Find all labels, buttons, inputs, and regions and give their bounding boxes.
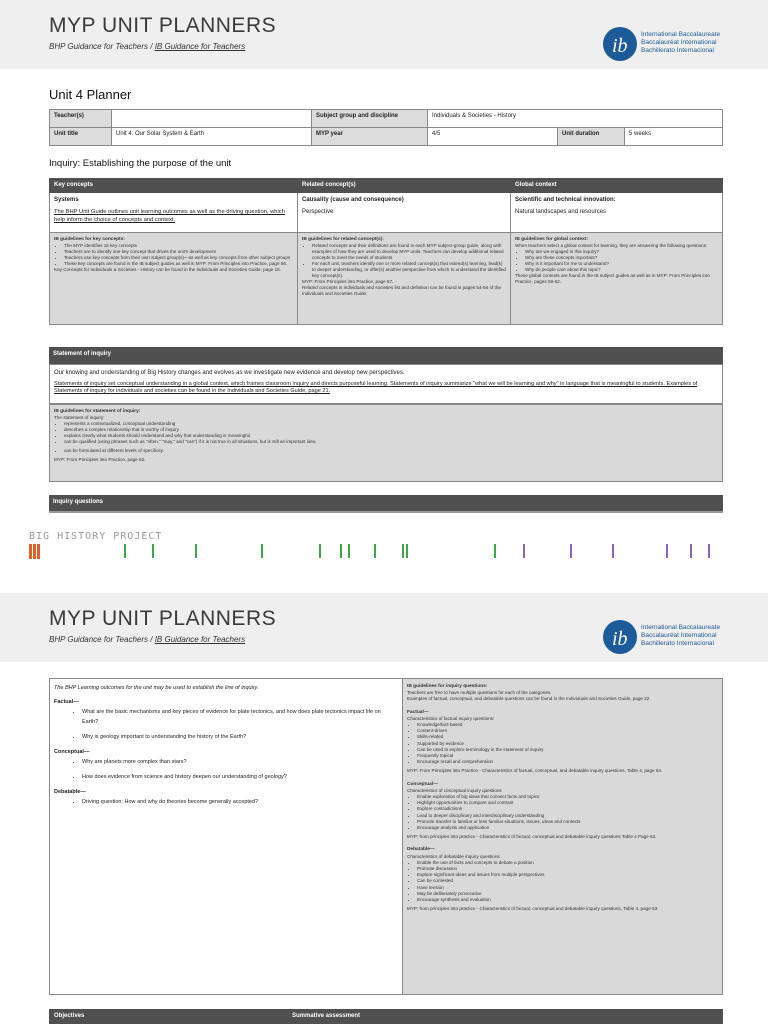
svg-text:ib: ib <box>612 35 628 57</box>
unit-title-value: Unit 4: Our Solar System & Earth <box>112 128 312 146</box>
inquiry-heading: Inquiry: Establishing the purpose of the unit <box>49 158 232 169</box>
timeline-tick <box>666 544 668 558</box>
page-subtitle: BHP Guidance for Teachers / IB Guidance for Teachers <box>49 42 246 51</box>
page-subtitle-2: BHP Guidance for Teachers / IB Guidance for Teachers <box>49 635 246 644</box>
page-title-2: MYP UNIT PLANNERS <box>49 607 277 630</box>
page-title: MYP UNIT PLANNERS <box>49 14 277 37</box>
debatable-label: Debatable— <box>54 789 86 795</box>
related-concept-1: Causality (cause and consequence) <box>302 197 404 203</box>
timeline-tick <box>348 544 350 558</box>
timeline-tick <box>494 544 496 558</box>
ib-logo-icon <box>602 26 638 62</box>
ib-wordmark: International Baccalaureate Baccalauréat International Bachillerato Internacional <box>641 31 721 54</box>
inquiry-questions-table <box>49 678 723 995</box>
timeline-tick <box>195 544 197 558</box>
ib-statement-guidelines: IB guidelines for statement of inquiry: The statement of inquiry: • represents a contextualized, conceptual understanding • describes a complex relationship that is worthy of inquiry • explains clearly what students should understand and why that understanding is meaningful • can be qualified (using phrases such as "often," "may," and "can") if it is not true in all situations, but is still an important idea • can be formulated at different levels of specificity. MYP: From Principles into Practice, page 62. <box>49 404 723 482</box>
ib-logo-icon <box>602 619 638 655</box>
factual-question: • Why is geology important to understanding the history of the Earth? <box>82 732 398 742</box>
timeline-tick <box>340 544 342 558</box>
conceptual-question: • How does evidence from science and history deepen our understanding of geology? <box>82 772 398 782</box>
key-concept-value: Systems <box>54 197 79 203</box>
unit-heading: Unit 4 Planner <box>49 87 132 102</box>
page-header-2 <box>0 593 768 662</box>
timeline-tick <box>402 544 404 558</box>
page-header <box>0 0 768 69</box>
ib-wordmark-2: International Baccalaureate Baccalauréat International Bachillerato Internacional <box>641 624 721 647</box>
factual-label: Factual— <box>54 699 79 705</box>
ib-inquiry-questions-guidelines: IB guidelines for inquiry questions: Teachers are free to have multiple questions for each of the categories. Examples of factual, conceptual, and debatable questions can be found in the Individuals and Societies Guide, page 22. Factual— Characteristics of factual inquiry questions: • Knowledge/fact-based • Content-driven • Skills-related • Supported by evidence • Can be used to explore terminology in the statement of inquiry • Frequently topical • Encourage recall and comprehension MYP: From Principles into Practice - Characteristics of factual, conceptual, and debatable inquiry questions, Table 4, page 63. Conceptual— Characteristics of conceptual inquiry questions • Enable exploration of big ideas that connect facts and topics • Highlight opportunities to compare and contrast • Explore contradictions • Lead to deeper disciplinary and interdisciplinary understanding • Promote transfer to familiar or less familiar situations, issues, ideas and contexts • Encourage analysis and application MYP: from principles into practice - Characteristics of factual, conceptual and debatable inquiry questions Table 4 Page 63. Debatable— Characteristics of debatable inquiry questions • Enable the use of facts and concepts to debate a position • Promote discussion • Explore significant ideas and issues from multiple perspectives • Can be contested • Have tension • May be deliberately provocative • Encourage synthesis and evaluation MYP: from principles into practice - Characteristics of factual, conceptual and debatable inquiry questions, Table 4, page 63. <box>403 679 723 995</box>
duration-label: Unit duration <box>558 128 625 146</box>
ib-related-concept-guidelines: IB guidelines for related concept(s): • Related concepts and their definitions are found in each MYP subject-group guide, along with examples of how they are used to develop MYP units. Teachers can develop additional related concepts to meet the needs of students • For each unit, teachers identify one or more related concept(s) that extend(s) learning, lead(s) to deeper understanding, or offer(s) another perspective from which to understand the identified key concept(s). MYP: From Principles into Practice, page 57. Related concepts in individuals and societies list and definition can be found in pages 54-56 of the Individuals and Societies Guide. <box>298 233 511 325</box>
timeline-tick <box>406 544 408 558</box>
timeline-tick <box>374 544 376 558</box>
inquiry-questions-cell <box>50 679 403 995</box>
timeline-tick <box>690 544 692 558</box>
key-concepts-header: Key concepts <box>50 179 298 193</box>
statement-text: Our knowing and understanding of Big History changes and evolves as we investigate new evidence and develop new perspectives. <box>54 370 405 376</box>
big-history-project-logo: BIG HISTORY PROJECT <box>29 531 163 542</box>
timeline-tick <box>261 544 263 558</box>
subject-label: Subject group and discipline <box>312 110 428 128</box>
timeline-tick <box>124 544 126 558</box>
timeline-tick <box>319 544 321 558</box>
inquiry-questions-bar: Inquiry questions <box>49 495 723 511</box>
teacher-label: Teacher(s) <box>50 110 112 128</box>
duration-value: 5 weeks <box>625 128 723 146</box>
unit-title-label: Unit title <box>50 128 112 146</box>
related-concepts-header: Related concept(s) <box>298 179 511 193</box>
timeline-tick <box>37 544 40 559</box>
debatable-question: • Driving question: How and why do theories become generally accepted? <box>82 797 398 807</box>
global-context-1: Scientific and technical innovation: <box>515 197 616 203</box>
conceptual-label: Conceptual— <box>54 749 90 755</box>
unit-info-table <box>49 109 723 146</box>
statement-of-inquiry-bar: Statement of inquiry <box>49 347 723 364</box>
timeline-tick <box>612 544 614 558</box>
global-context-header: Global context <box>511 179 723 193</box>
svg-text:ib: ib <box>612 628 628 650</box>
factual-question: • What are the basic mechanisms and key pieces of evidence for plate tectonics, and how does plate tectonics impact life on Earth? <box>82 707 398 727</box>
questions-intro: The BHP Learning outcomes for the unit may be used to establish the line of inquiry. <box>54 685 259 691</box>
objectives-table <box>49 1009 723 1024</box>
timeline-tick <box>33 544 36 559</box>
summative-assessment-header: Summative assessment <box>288 1010 723 1024</box>
timeline-tick <box>523 544 525 558</box>
timeline-tick <box>708 544 710 558</box>
ib-global-context-guidelines: IB guidelines for global context: When teachers select a global context for learning, they are answering the following questions: • Why are we engaged in this inquiry? • Why are these concepts important? • Why is it important for me to understand? • Why do people care about this topic? These global contexts are found in the IB subject guides as well as in MYP: From Principles into Practice, pages 59-62. <box>511 233 723 325</box>
statement-note: Statements of inquiry set conceptual understanding in a global context, which frames classroom inquiry and directs purposeful learning. Statements of inquiry summarize "what we will be learning and why" in language that is meaningful to students. Examples of Statements of inquiry for individuals and societies can be found in the Individuals and Societies Guide, page 21. <box>54 381 698 394</box>
global-context-2: Natural landscapes and resources <box>515 209 607 215</box>
concepts-table <box>49 178 723 325</box>
key-concept-note: The BHP Unit Guide outlines unit learning outcomes as well as the driving question, which help inform the choice of concepts and context. <box>54 209 285 223</box>
subject-value: Individuals & Societies - History <box>428 110 723 128</box>
ib-key-concept-guidelines: IB guidelines for key concepts: • The MYP identifies 16 key concepts • Teachers are to identify one key concept that drives the unit's development • Teachers use key concepts from their own subject group(s)—as well as key concepts from other subject groups • These key concepts are found in the IB subject guides as well in MYP: From Principles into Practice, page 56. Key Concepts for Individuals & Societies - History can be found in the Individuals and Societies Guide, page 16. <box>50 233 298 325</box>
divider <box>49 511 723 513</box>
related-concept-2: Perspective <box>302 209 334 215</box>
timeline-tick <box>29 544 32 559</box>
myp-year-label: MYP year <box>312 128 428 146</box>
timeline-tick <box>152 544 154 558</box>
statement-box <box>49 364 723 404</box>
teacher-value[interactable] <box>112 110 312 128</box>
objectives-header: Objectives <box>50 1010 288 1024</box>
timeline-tick <box>570 544 572 558</box>
myp-year-value: 4/5 <box>428 128 558 146</box>
conceptual-question: • Why are planets more complex than stars? <box>82 757 398 767</box>
